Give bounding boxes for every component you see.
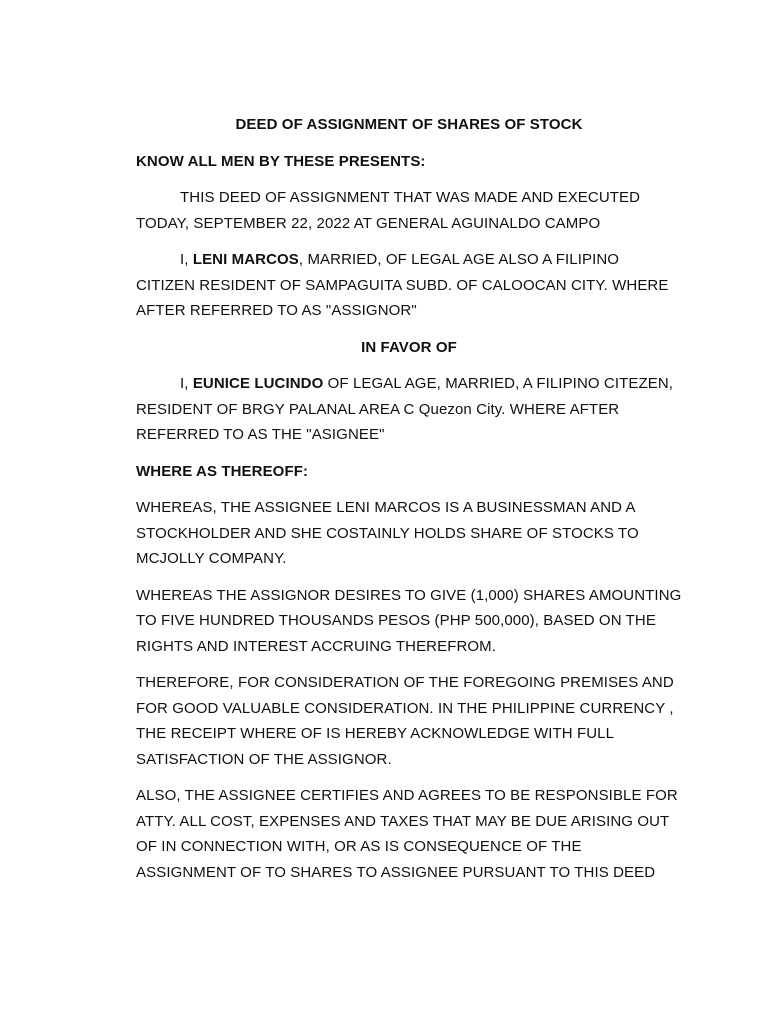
salutation: KNOW ALL MEN BY THESE PRESENTS: xyxy=(136,152,426,170)
whereas-heading: WHERE AS THEREOFF: xyxy=(136,462,309,480)
document-title: DEED OF ASSIGNMENT OF SHARES OF STOCK xyxy=(235,116,583,133)
in-favor-of-heading: IN FAVOR OF xyxy=(361,338,457,356)
assignor-name: LENI MARCOS xyxy=(192,251,299,268)
assignor-paragraph xyxy=(136,247,682,324)
assignee-paragraph xyxy=(136,371,682,448)
assignor-prefix: I, xyxy=(180,251,193,268)
assignee-prefix: I, xyxy=(180,375,193,392)
whereas-paragraph-2: WHEREAS THE ASSIGNOR DESIRES TO GIVE (1,000) SHARES AMOUNTING TO FIVE HUNDRED THOUSANDS PESOS (PHP 500,000), BASED ON THE RIGHTS AND INTEREST ACCRUING THEREFROM. xyxy=(136,586,682,655)
assignor-details: , MARRIED, OF LEGAL AGE ALSO A FILIPINO CITIZEN RESIDENT OF SAMPAGUITA SUBD. OF CALOOCAN CITY. WHERE AFTER REFERRED TO AS "ASSIGNOR" xyxy=(136,251,669,319)
therefore-paragraph: THEREFORE, FOR CONSIDERATION OF THE FOREGOING PREMISES AND FOR GOOD VALUABLE CONSIDERATION. IN THE PHILIPPINE CURRENCY , THE RECEIPT WHERE OF IS HEREBY ACKNOWLEDGE WITH FULL SATISFACTION OF THE ASSIGNOR. xyxy=(136,674,674,768)
also-paragraph: ALSO, THE ASSIGNEE CERTIFIES AND AGREES TO BE RESPONSIBLE FOR ATTY. ALL COST, EXPENSES AND TAXES THAT MAY BE DUE ARISING OUT OF IN CONNECTION WITH, OR AS IS CONSEQUENCE OF THE ASSIGNMENT OF TO SHARES TO ASSIGNEE PURSUANT TO THIS DEED xyxy=(136,787,678,881)
whereas-paragraph-1: WHEREAS, THE ASSIGNEE LENI MARCOS IS A BUSINESSMAN AND A STOCKHOLDER AND SHE COSTAINLY HOLDS SHARE OF STOCKS TO MCJOLLY COMPANY. xyxy=(136,499,639,567)
assignee-details: OF LEGAL AGE, MARRIED, A FILIPINO CITEZEN, RESIDENT OF BRGY PALANAL AREA C Quezon City. WHERE AFTER REFERRED TO AS THE "ASIGNEE" xyxy=(136,375,674,443)
document-body xyxy=(136,112,682,896)
assignee-name: EUNICE LUCINDO xyxy=(192,375,324,392)
intro-paragraph: THIS DEED OF ASSIGNMENT THAT WAS MADE AND EXECUTED TODAY, SEPTEMBER 22, 2022 AT GENERAL AGUINALDO CAMPO xyxy=(136,189,641,232)
